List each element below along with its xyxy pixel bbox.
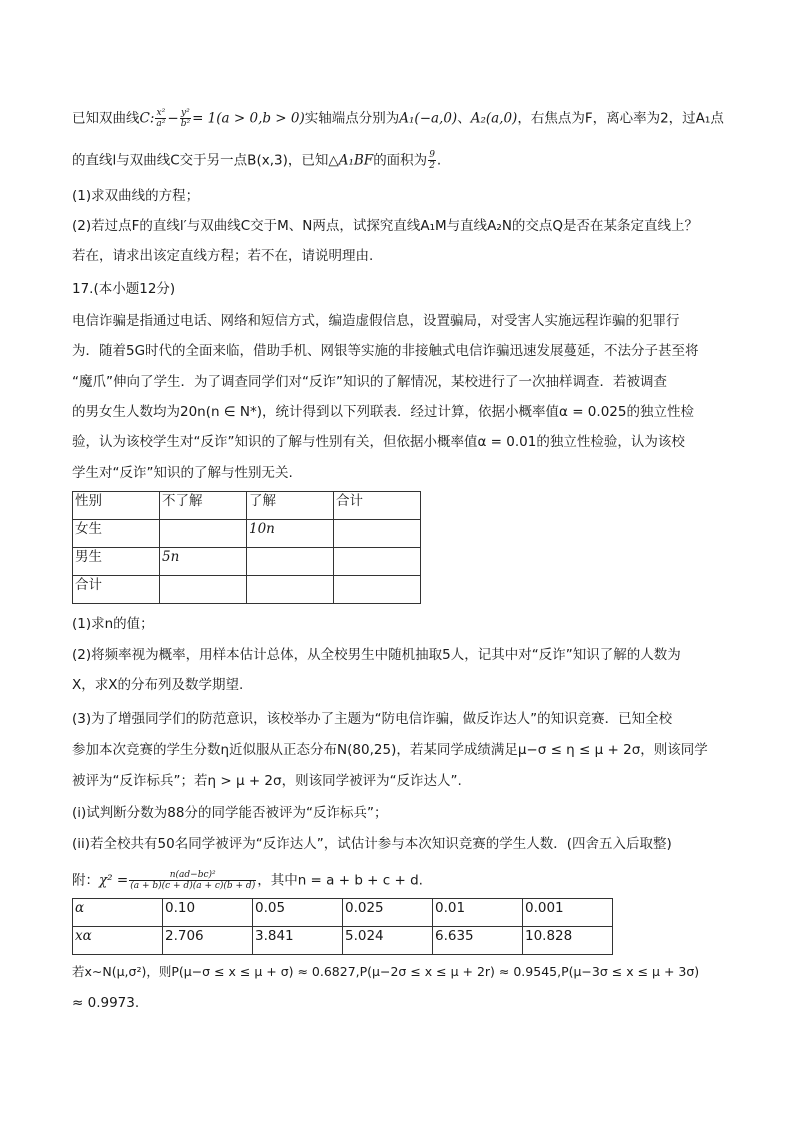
appendix-formula-line — [72, 870, 423, 891]
hyperbola-intro-line: 已知双曲线C: $\frac{\text{x²}}{\text{a²}}$ − $\frac{\text{y²}}{\text{b²}}$ = 1(a > 0,b > 0)实轴端点分别为A₁(−a,0)、A₂(a,0)，右焦点为F，离心率为2，过A₁点 — [72, 108, 724, 129]
hyperbola-q2-line1: (2)若过点F的直线l′与双曲线C交于M、N两点，试探究直线A₁M与直线A₂N的交点Q是否在某条定直线上？ — [72, 218, 699, 234]
problem17-q3-ii: (ii)若全校共有50名同学被评为“反诈达人”，试估计参与本次知识竞赛的学生人数．(四舍五入后取整) — [72, 836, 672, 852]
table-cell: 0.01 — [433, 899, 523, 927]
table-row — [73, 548, 421, 576]
point-a2: A₂(a,0) — [470, 110, 518, 127]
problem17-para-5: 验，认为该校学生对“反诈”知识的了解与性别有关，但依据小概率值α = 0.01的独立性检验，认为该校 — [72, 434, 685, 450]
table-row — [73, 520, 421, 548]
eq-rest: = 1(a > 0,b > 0) — [192, 110, 305, 127]
chi-label: χ² = — [99, 872, 129, 889]
normal-distribution-line1: 若x∼N(μ,σ²)，则P(μ−σ ≤ x ≤ μ + σ) ≈ 0.6827,P(μ−2σ ≤ x ≤ μ + 2r) ≈ 0.9545,P(μ−3σ ≤ x ≤ μ + 3σ) — [72, 964, 700, 979]
intro-prefix: 已知双曲线 — [72, 110, 140, 127]
problem17-para-6: 学生对“反诈”知识的了解与性别无关. — [72, 465, 293, 481]
problem17-q2-line2: X，求X的分布列及数学期望. — [72, 677, 244, 693]
table-cell: 了解 — [247, 492, 334, 520]
problem17-q2-line1: (2)将频率视为概率，用样本估计总体，从全校男生中随机抽取5人，记其中对“反诈”知识了解的人数为 — [72, 647, 681, 663]
problem17-q3-i: (i)试判断分数为88分的同学能否被评为“反诈标兵”； — [72, 805, 388, 821]
eq-y-fraction: $\frac{\text{y²}}{\text{b²}}$ — [180, 108, 191, 129]
line2-prefix: 的直线l与双曲线C交于另一点B(x,3)，已知 — [72, 152, 329, 169]
table-cell: 女生 — [73, 520, 160, 548]
problem17-para-4: 的男女生人数均为20n(n ∈ N*)，统计得到以下列联表．经过计算，依据小概率值α = 0.025的独立性检 — [72, 404, 694, 420]
problem17-q3-line3: 被评为“反诈标兵”；若η > μ + 2σ，则该同学被评为“反诈达人”. — [72, 773, 462, 789]
intro-mid: 实轴端点分别为 — [304, 110, 400, 127]
hyperbola-q2-line2: 若在，请求出该定直线方程；若不在，请说明理由. — [72, 248, 374, 264]
table-header-row — [73, 492, 421, 520]
table-cell: 男生 — [73, 548, 160, 576]
table-cell: 10n — [247, 520, 334, 548]
table-cell: 性别 — [73, 492, 160, 520]
appendix-prefix: 附： — [72, 872, 99, 889]
table-cell — [160, 520, 247, 548]
problem17-para-1: 电信诈骗是指通过电话、网络和短信方式，编造虚假信息，设置骗局，对受害人实施远程诈骗的犯罪行 — [72, 313, 680, 329]
area-prefix: 的面积为 — [373, 152, 428, 169]
contingency-table — [72, 491, 421, 604]
problem17-para-3: “魔爪”伸向了学生．为了调查同学们对“反诈”知识的了解情况，某校进行了一次抽样调查．若被调查 — [72, 374, 667, 390]
table-cell: 不了解 — [160, 492, 247, 520]
problem17-q3-line1: (3)为了增强同学们的防范意识，该校举办了主题为“防电信诈骗，做反诈达人”的知识竞赛．已知全校 — [72, 711, 673, 727]
normal-distribution-line2: ≈ 0.9973. — [72, 995, 140, 1011]
eq-x-fraction: $\frac{\text{x²}}{\text{a²}}$ — [156, 108, 166, 129]
table-cell: 5n — [160, 548, 247, 576]
problem17-q1: (1)求n的值； — [72, 616, 154, 632]
table-cell — [334, 520, 421, 548]
table-cell: 5.024 — [343, 927, 433, 955]
table-row — [73, 927, 613, 955]
table-cell: 合计 — [73, 576, 160, 604]
chi-square-fraction: $\frac{\text{n(ad−bc)²}}{(a + b)(c + d)(a + c)(b + d)}$ — [130, 870, 256, 891]
table-cell: 3.841 — [253, 927, 343, 955]
table-cell: 2.706 — [163, 927, 253, 955]
triangle-label: △A₁BF — [328, 152, 374, 169]
table-cell: 合计 — [334, 492, 421, 520]
intro-tail: ，右焦点为F，离心率为2，过A₁点 — [517, 110, 724, 127]
table-cell: 10.828 — [523, 927, 613, 955]
table-cell: xα — [73, 927, 163, 955]
table-cell — [160, 576, 247, 604]
table-cell: α — [73, 899, 163, 927]
table-cell: 0.10 — [163, 899, 253, 927]
appendix-suffix: ，其中n = a + b + c + d. — [257, 872, 423, 889]
table-cell — [334, 576, 421, 604]
area-fraction: $\frac{9}{2}$ — [429, 150, 435, 171]
hyperbola-line2: 的直线l与双曲线C交于另一点B(x,3)，已知△A₁BF的面积为 $\frac{9}{2}$ . — [72, 150, 442, 171]
point-a1: A₁(−a,0) — [399, 110, 458, 127]
table-cell: 0.025 — [343, 899, 433, 927]
table-cell: 6.635 — [433, 927, 523, 955]
hyperbola-q1: (1)求双曲线的方程； — [72, 188, 200, 204]
table-cell — [247, 576, 334, 604]
table-cell: 0.001 — [523, 899, 613, 927]
critical-value-table — [72, 898, 613, 955]
table-cell — [334, 548, 421, 576]
problem17-header: 17.(本小题12分) — [72, 281, 176, 297]
problem17-q3-line2: 参加本次竞赛的学生分数η近似服从正态分布N(80,25)，若某同学成绩满足μ−σ ≤ η ≤ μ + 2σ，则该同学 — [72, 742, 708, 758]
table-cell — [247, 548, 334, 576]
problem17-para-2: 为．随着5G时代的全面来临，借助手机、网银等实施的非接触式电信诈骗迅速发展蔓延，不法分子甚至将 — [72, 343, 699, 359]
curve-name: C — [139, 110, 150, 127]
table-row — [73, 899, 613, 927]
table-row — [73, 576, 421, 604]
table-cell: 0.05 — [253, 899, 343, 927]
